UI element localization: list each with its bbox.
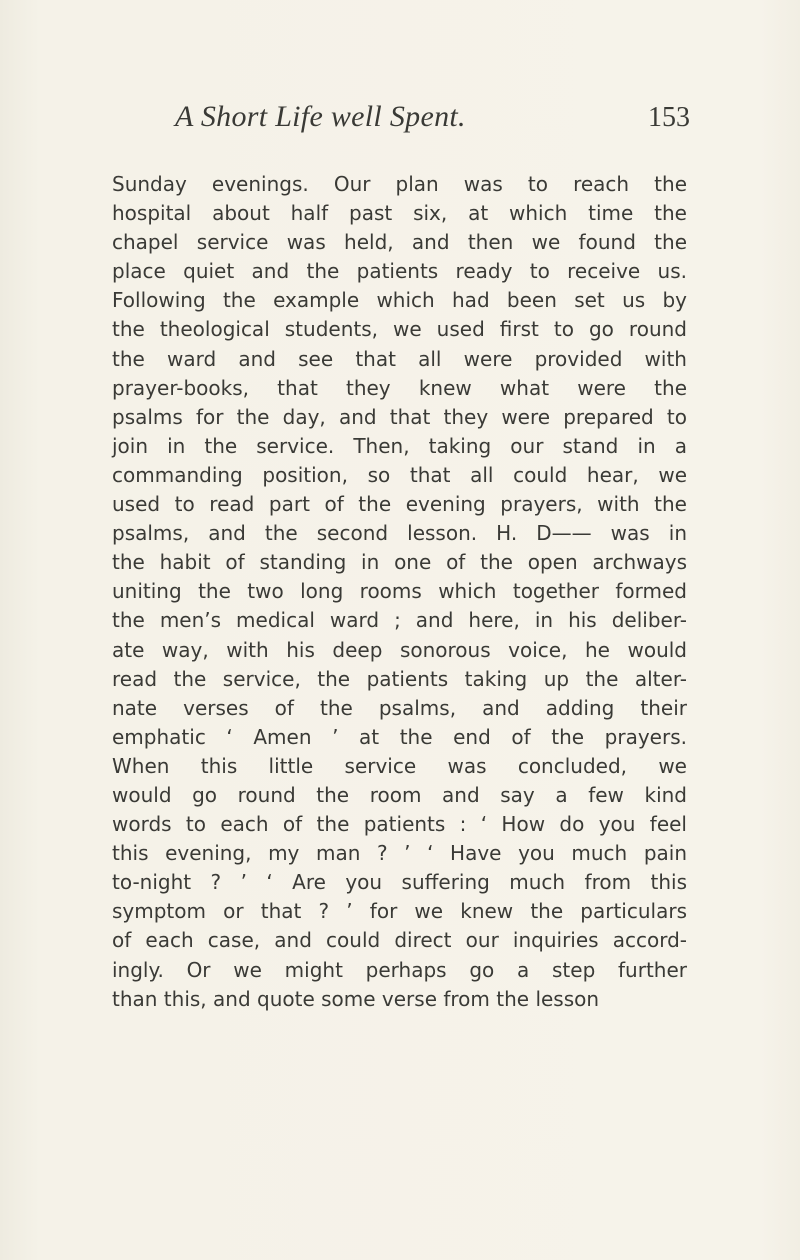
text-line: used to read part of the evening prayers, with the — [112, 492, 687, 517]
text-line: place quiet and the patients ready to receive us. — [112, 259, 687, 284]
text-line: chapel service was held, and then we found the — [112, 230, 687, 255]
text-line: read the service, the patients taking up the alter- — [112, 666, 687, 691]
text-line: hospital about half past six, at which time the — [112, 201, 687, 226]
text-line: uniting the two long rooms which together formed — [112, 579, 687, 604]
text-line: When this little service was concluded, we — [112, 753, 687, 778]
text-line: ingly. Or we might perhaps go a step further — [112, 957, 687, 982]
text-line: emphatic ‘ Amen ’ at the end of the prayers. — [112, 724, 687, 749]
text-line: the men’s medical ward ; and here, in his deliber- — [112, 608, 687, 633]
text-line: commanding position, so that all could hear, we — [112, 462, 687, 487]
text-line: prayer-books, that they knew what were the — [112, 375, 687, 400]
text-line: ate way, with his deep sonorous voice, he would — [112, 637, 687, 662]
text-line: would go round the room and say a few kind — [112, 782, 687, 807]
text-line: than this, and quote some verse from the lesson — [112, 986, 600, 1011]
text-line: the habit of standing in one of the open archways — [112, 550, 687, 575]
running-head — [175, 100, 690, 140]
text-line: the ward and see that all were provided with — [112, 346, 687, 371]
page-number: 153 — [648, 102, 690, 133]
text-line: the theological students, we used first to go round — [112, 317, 687, 342]
text-line: join in the service. Then, taking our stand in a — [112, 433, 687, 458]
text-line: symptom or that ? ’ for we knew the particulars — [112, 899, 687, 924]
text-line: this evening, my man ? ’ ‘ Have you much pain — [112, 841, 687, 866]
text-line: to-night ? ’ ‘ Are you suffering much from this — [112, 870, 687, 895]
text-line: Sunday evenings. Our plan was to reach the — [112, 172, 687, 196]
text-line: words to each of the patients : ‘ How do you feel — [112, 812, 687, 837]
running-title: A Short Life well Spent. — [175, 100, 466, 133]
body-text — [112, 170, 687, 1014]
text-line: of each case, and could direct our inquiries accord- — [112, 928, 687, 953]
text-line: Following the example which had been set us by — [112, 288, 687, 313]
text-line: psalms for the day, and that they were prepared to — [112, 404, 687, 429]
text-line: nate verses of the psalms, and adding their — [112, 695, 687, 720]
text-line: psalms, and the second lesson. H. D—— was in — [112, 521, 687, 546]
